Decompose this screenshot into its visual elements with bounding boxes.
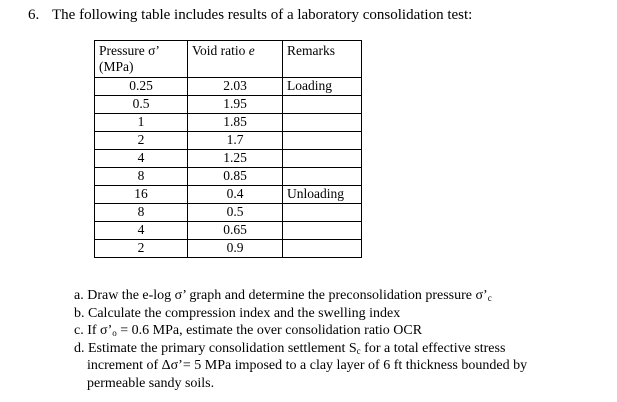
cell-void-ratio: 1.7 xyxy=(188,132,283,150)
table-row xyxy=(95,204,362,222)
cell-pressure: 4 xyxy=(95,222,188,240)
cell-void-ratio: 0.5 xyxy=(188,204,283,222)
table-row xyxy=(95,186,362,204)
cell-void-ratio: 1.25 xyxy=(188,150,283,168)
cell-remark xyxy=(283,150,362,168)
cell-remark: Loading xyxy=(283,78,362,96)
cell-remark xyxy=(283,222,362,240)
cell-remark xyxy=(283,240,362,258)
cell-void-ratio: 0.4 xyxy=(188,186,283,204)
table-row xyxy=(95,222,362,240)
cell-pressure: 0.5 xyxy=(95,96,188,114)
question-number: 6. xyxy=(28,7,40,23)
table-row xyxy=(95,132,362,150)
void-ratio-symbol: e xyxy=(248,43,255,58)
cell-void-ratio: 0.85 xyxy=(188,168,283,186)
cell-pressure: 2 xyxy=(95,240,188,258)
cell-pressure: 16 xyxy=(95,186,188,204)
cell-remark xyxy=(283,114,362,132)
cell-void-ratio: 0.9 xyxy=(188,240,283,258)
cell-remark xyxy=(283,96,362,114)
cell-pressure: 0.25 xyxy=(95,78,188,96)
cell-void-ratio: 1.95 xyxy=(188,96,283,114)
table-row xyxy=(95,114,362,132)
table-row xyxy=(95,96,362,114)
cell-void-ratio: 1.85 xyxy=(188,114,283,132)
task-list xyxy=(74,287,594,392)
cell-pressure: 4 xyxy=(95,150,188,168)
consolidation-table xyxy=(94,40,362,258)
cell-remark xyxy=(283,132,362,150)
question-text: The following table includes results of a laboratory consolidation test: xyxy=(52,7,473,23)
cell-pressure: 8 xyxy=(95,204,188,222)
cell-remark xyxy=(283,204,362,222)
task-c: c. If $\sigma’_o = 0.6$ MPa, estimate the over consolidation ratio OCR xyxy=(74,323,423,338)
task-d-line3: permeable sandy soils. xyxy=(87,375,215,391)
table-row xyxy=(95,78,362,96)
table-body xyxy=(95,78,362,258)
header-pressure: Pressure σ’ (MPa) xyxy=(95,41,188,78)
cell-remark xyxy=(283,168,362,186)
question-line xyxy=(28,6,472,24)
table-row xyxy=(95,168,362,186)
table-row xyxy=(95,150,362,168)
task-d-line2: increment of Δσ’= 5 MPa imposed to a clay layer of 6 ft thickness bounded by xyxy=(87,358,528,373)
task-a: a. Draw the e-log σ’ graph and determine the preconsolidation pressure $\sigma’_c$ xyxy=(74,288,492,303)
cell-remark: Unloading xyxy=(283,186,362,204)
header-remarks: Remarks xyxy=(283,41,362,78)
cell-pressure: 1 xyxy=(95,114,188,132)
cell-void-ratio: 2.03 xyxy=(188,78,283,96)
cell-pressure: 8 xyxy=(95,168,188,186)
header-void-ratio: Void ratio e xyxy=(188,41,283,78)
cell-void-ratio: 0.65 xyxy=(188,222,283,240)
table-row xyxy=(95,240,362,258)
task-b: b. Calculate the compression index and the swelling index xyxy=(74,305,401,321)
task-d: d. Estimate the primary consolidation settlement $S_c$ for a total effective stress xyxy=(74,340,506,356)
cell-pressure: 2 xyxy=(95,132,188,150)
table-header-row xyxy=(95,41,362,78)
